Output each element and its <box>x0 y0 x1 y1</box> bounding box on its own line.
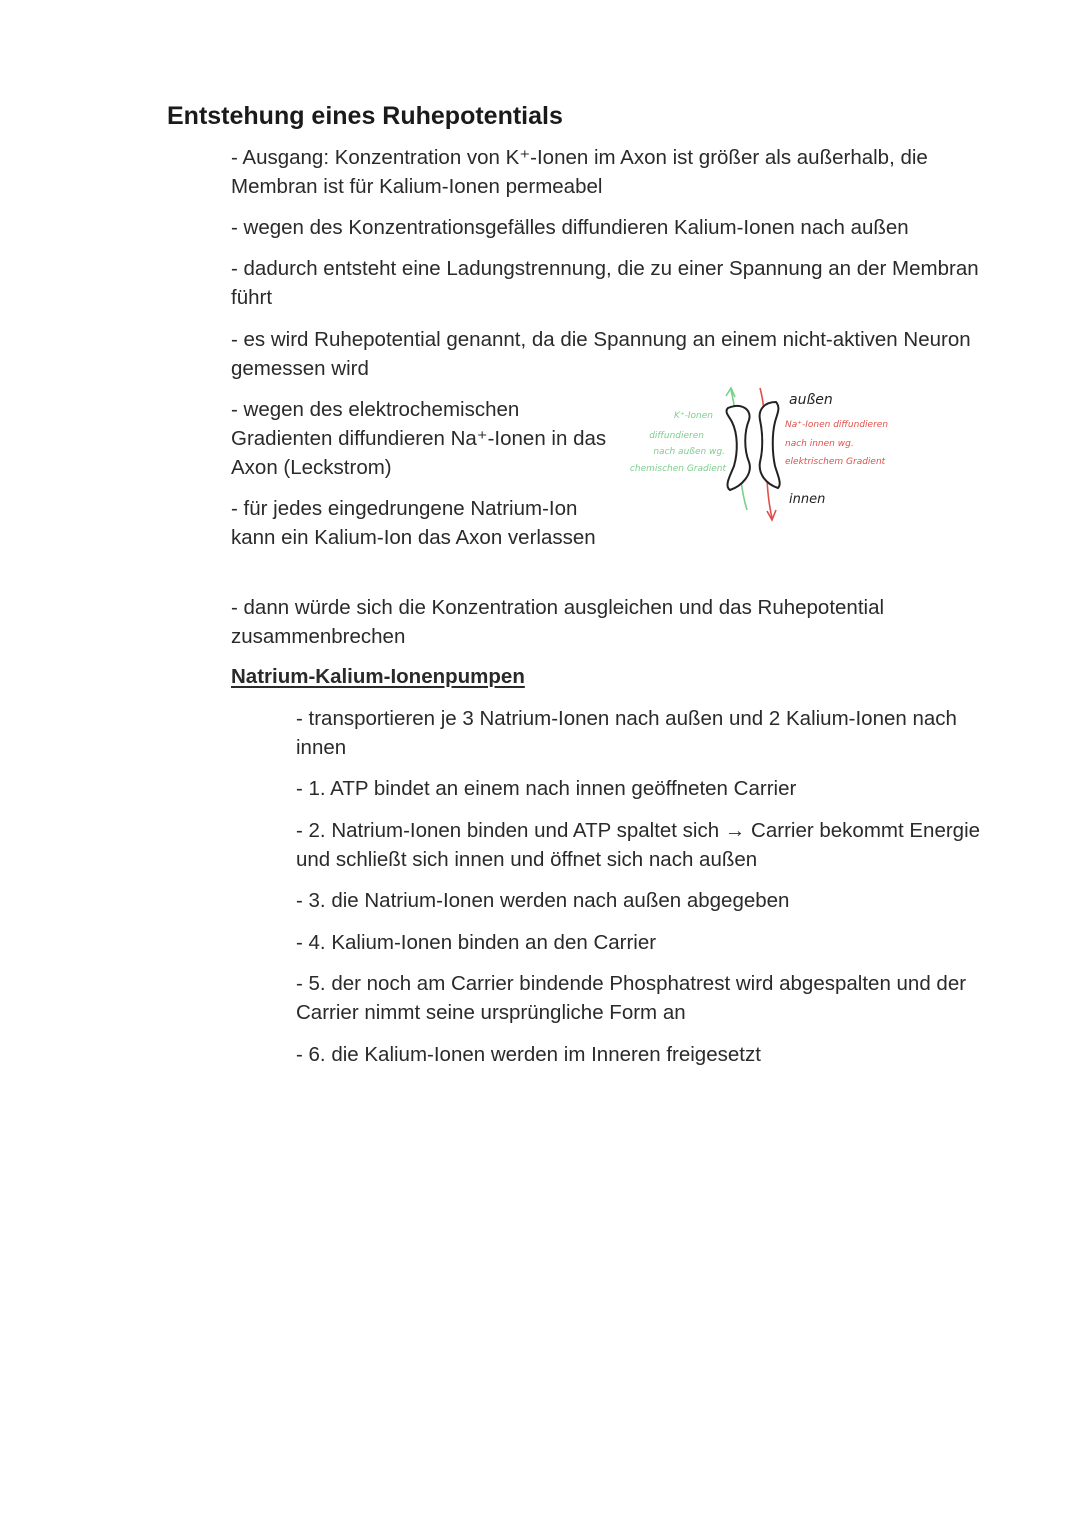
red-note-2: elektrischem Gradient <box>785 457 886 467</box>
red-note-0: Na⁺-Ionen diffundieren <box>785 420 889 430</box>
red-note-1: nach innen wg. <box>785 439 854 449</box>
green-note-2: nach außen wg. <box>653 447 725 457</box>
pump-step-4: - 4. Kalium-Ionen binden an den Carrier <box>296 931 657 954</box>
label-outside: außen <box>789 392 833 408</box>
bullet-natrium-kalium-austausch: - für jedes eingedrungene Natrium-Ion kann ein Kalium-Ion das Axon verlassen <box>231 497 596 549</box>
bullet-diffusion-kalium: - wegen des Konzentrationsgefälles diffundieren Kalium-Ionen nach außen <box>231 216 909 239</box>
page-title: Entstehung eines Ruhepotentials <box>167 102 563 130</box>
pump-step-transport: - transportieren je 3 Natrium-Ionen nach außen und 2 Kalium-Ionen nach innen <box>296 707 957 759</box>
pump-step-1: - 1. ATP bindet an einem nach innen geöffneten Carrier <box>296 777 797 800</box>
green-note-3: chemischen Gradient <box>629 464 726 474</box>
pump-step-6: - 6. die Kalium-Ionen werden im Inneren freigesetzt <box>296 1043 761 1066</box>
bullet-ruhepotential-name: - es wird Ruhepotential genannt, da die Spannung an einem nicht-aktiven Neuron gemessen wird <box>231 328 971 380</box>
bullet-leckstrom: - wegen des elektrochemischen Gradienten diffundieren Na⁺-Ionen in das Axon (Leckstrom) <box>231 398 607 479</box>
pump-step-3: - 3. die Natrium-Ionen werden nach außen abgegeben <box>296 889 790 912</box>
label-inside: innen <box>789 492 826 507</box>
green-note-1: diffundieren <box>649 431 704 441</box>
bullet-ausgang: - Ausgang: Konzentration von K⁺-Ionen im Axon ist größer als außerhalb, die Membran ist für Kalium-Ionen permeabel <box>231 146 928 198</box>
pump-step-2: - 2. Natrium-Ionen binden und ATP spaltet sich → Carrier bekommt Energie und schließt sich innen und öffnet sich nach außen <box>296 819 981 871</box>
bullet-ladungstrennung: - dadurch entsteht eine Ladungstrennung, die zu einer Spannung an der Membran führt <box>231 257 979 309</box>
section-heading-pumps: Natrium-Kalium-Ionenpumpen <box>231 665 525 688</box>
membrane-channel-sketch <box>612 380 912 530</box>
bullet-zusammenbruch: - dann würde sich die Konzentration ausgleichen und das Ruhepotential zusammenbrechen <box>231 596 885 648</box>
pump-step-5: - 5. der noch am Carrier bindende Phosphatrest wird abgespalten und der Carrier nimmt seine ursprüngliche Form an <box>296 972 967 1024</box>
green-note-0: K⁺-Ionen <box>673 411 713 421</box>
